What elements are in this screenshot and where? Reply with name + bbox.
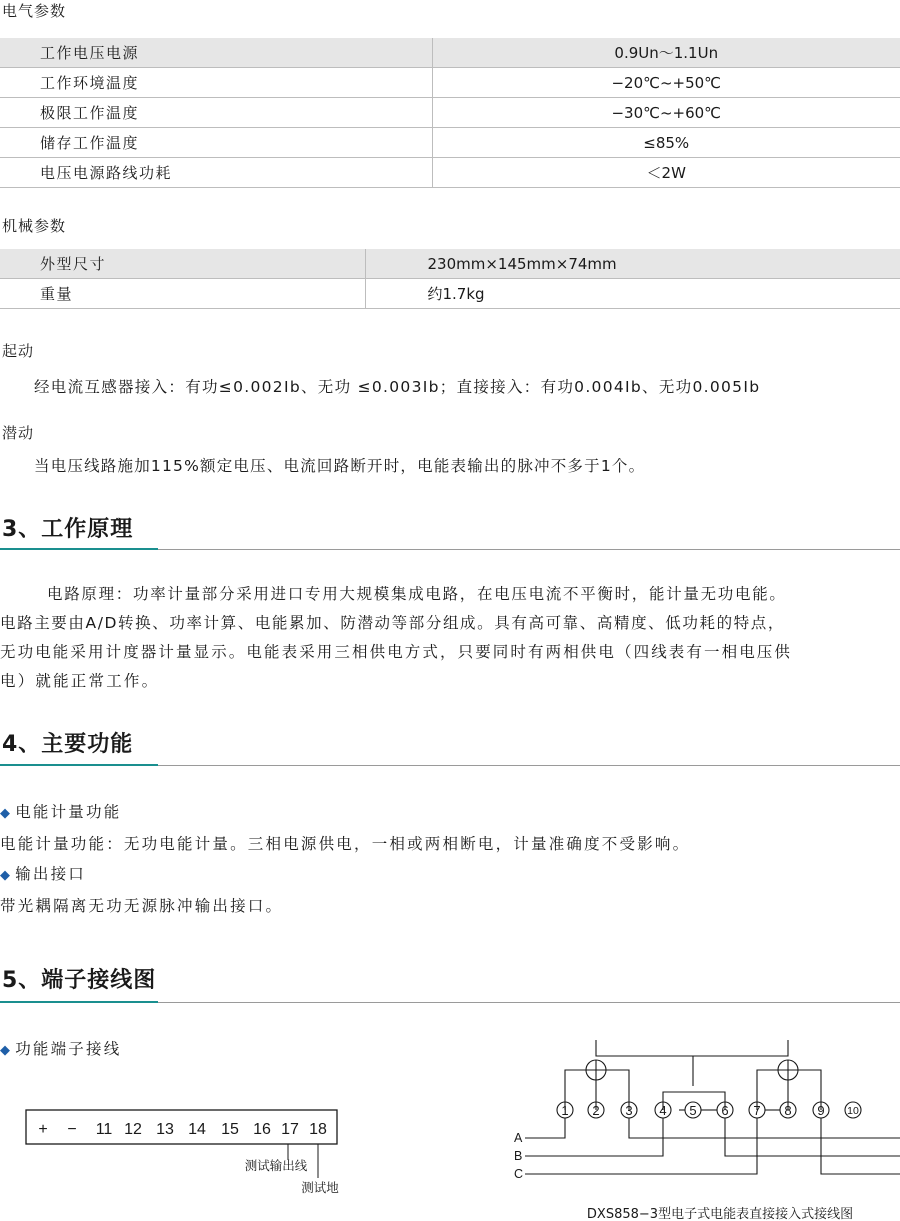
diamond-bullet-icon: ◆ (0, 1043, 13, 1058)
terminal-number: 9 (817, 1103, 825, 1118)
table-row: 重量 约1.7kg (0, 279, 900, 309)
terminal-label: 11 (95, 1121, 113, 1138)
section3-title: 3、工作原理 (2, 517, 134, 542)
terminal-number: 5 (689, 1103, 697, 1118)
terminal-label: 16 (253, 1121, 271, 1138)
terminal-number: 8 (784, 1103, 792, 1118)
section3-body: 电路原理：功率计量部分采用进口专用大规模集成电路，在电压电流不平衡时，能计量无功电能。 电路主要由A/D转换、功率计算、电能累加、防潜动等部分组成。具有高可靠、高精度、低功耗的特点， 无功电能采用计度器计量显示。电能表采用三相供电方式，只要同时有两相供电（四线表有一相电压供 电）就能正常工作。 (0, 585, 793, 690)
table-row: 外型尺寸 230mm×145mm×74mm (0, 249, 900, 279)
terminal-label: − (67, 1121, 77, 1138)
terminal-label: 13 (156, 1121, 174, 1138)
terminal-label: 12 (124, 1121, 142, 1138)
terminal-number: 7 (753, 1103, 761, 1118)
callout-test-output: 测试输出线 (244, 1158, 308, 1173)
top-bus-wire (596, 1040, 788, 1056)
terminal-number: 3 (625, 1103, 633, 1118)
mechanical-title: 机械参数 (2, 217, 67, 235)
line-label-b: B (514, 1149, 523, 1163)
table-row: 工作电压电源 0.9Un～1.1Un (0, 38, 900, 68)
diamond-bullet-icon: ◆ (0, 868, 13, 883)
line-b-wire (525, 1118, 663, 1156)
table-row: 工作环境温度 −20℃~+50℃ (0, 68, 900, 98)
table-row: 电压电源路线功耗 ＜2W (0, 158, 900, 188)
diamond-bullet-icon: ◆ (0, 806, 13, 821)
list-item: ◆ 输出接口 (0, 865, 87, 883)
section3-accent (0, 548, 158, 550)
terminal-label: 15 (221, 1121, 239, 1138)
table-row: 极限工作温度 −30℃~+60℃ (0, 98, 900, 128)
terminal-label: + (38, 1121, 48, 1138)
creep-text: 当电压线路施加115%额定电压、电流回路断开时，电能表输出的脉冲不多于1个。 (34, 457, 646, 475)
section5-title: 5、端子接线图 (2, 968, 157, 993)
startup-text: 经电流互感器接入：有功≤0.002Ib、无功 ≤0.003Ib；直接接入：有功0.004Ib、无功0.005Ib (34, 378, 761, 396)
terminal-number: 4 (659, 1103, 667, 1118)
terminal-strip-diagram (0, 1100, 360, 1200)
terminal-number: 2 (592, 1103, 600, 1118)
terminal-label: 18 (309, 1121, 327, 1138)
section5-accent (0, 1001, 158, 1003)
line-a-wire (525, 1118, 565, 1138)
list-item: ◆ 电能计量功能 (0, 803, 122, 821)
terminal-number: 6 (721, 1103, 729, 1118)
section4-accent (0, 764, 158, 766)
electrical-title: 电气参数 (2, 2, 67, 20)
creep-title: 潜动 (2, 424, 35, 442)
terminal-number: 1 (561, 1103, 569, 1118)
sub-heading: ◆ 功能端子接线 (0, 1040, 122, 1058)
terminal-label: 14 (188, 1121, 206, 1138)
line-c-wire (525, 1118, 757, 1174)
callout-test-ground: 测试地 (301, 1180, 339, 1195)
diagram-caption: DXS858−3型电子式电能表直接接入式接线图 (586, 1207, 854, 1221)
startup-title: 起动 (2, 342, 35, 360)
line-label-c: C (514, 1167, 524, 1181)
terminal-label: 17 (281, 1121, 299, 1138)
mechanical-table (0, 249, 900, 309)
line-label-a: A (514, 1131, 523, 1145)
terminal-number: 10 (847, 1105, 859, 1117)
electrical-table (0, 38, 900, 188)
section4-title: 4、主要功能 (2, 732, 134, 757)
table-row: 储存工作温度 ≤85% (0, 128, 900, 158)
wiring-diagram (505, 1030, 900, 1221)
section4-body: ◆ 电能计量功能 电能计量功能：无功电能计量。三相电源供电，一相或两相断电，计量准确度不受影响。 ◆ 输出接口 带光耦隔离无功无源脉冲输出接口。 (0, 797, 690, 921)
